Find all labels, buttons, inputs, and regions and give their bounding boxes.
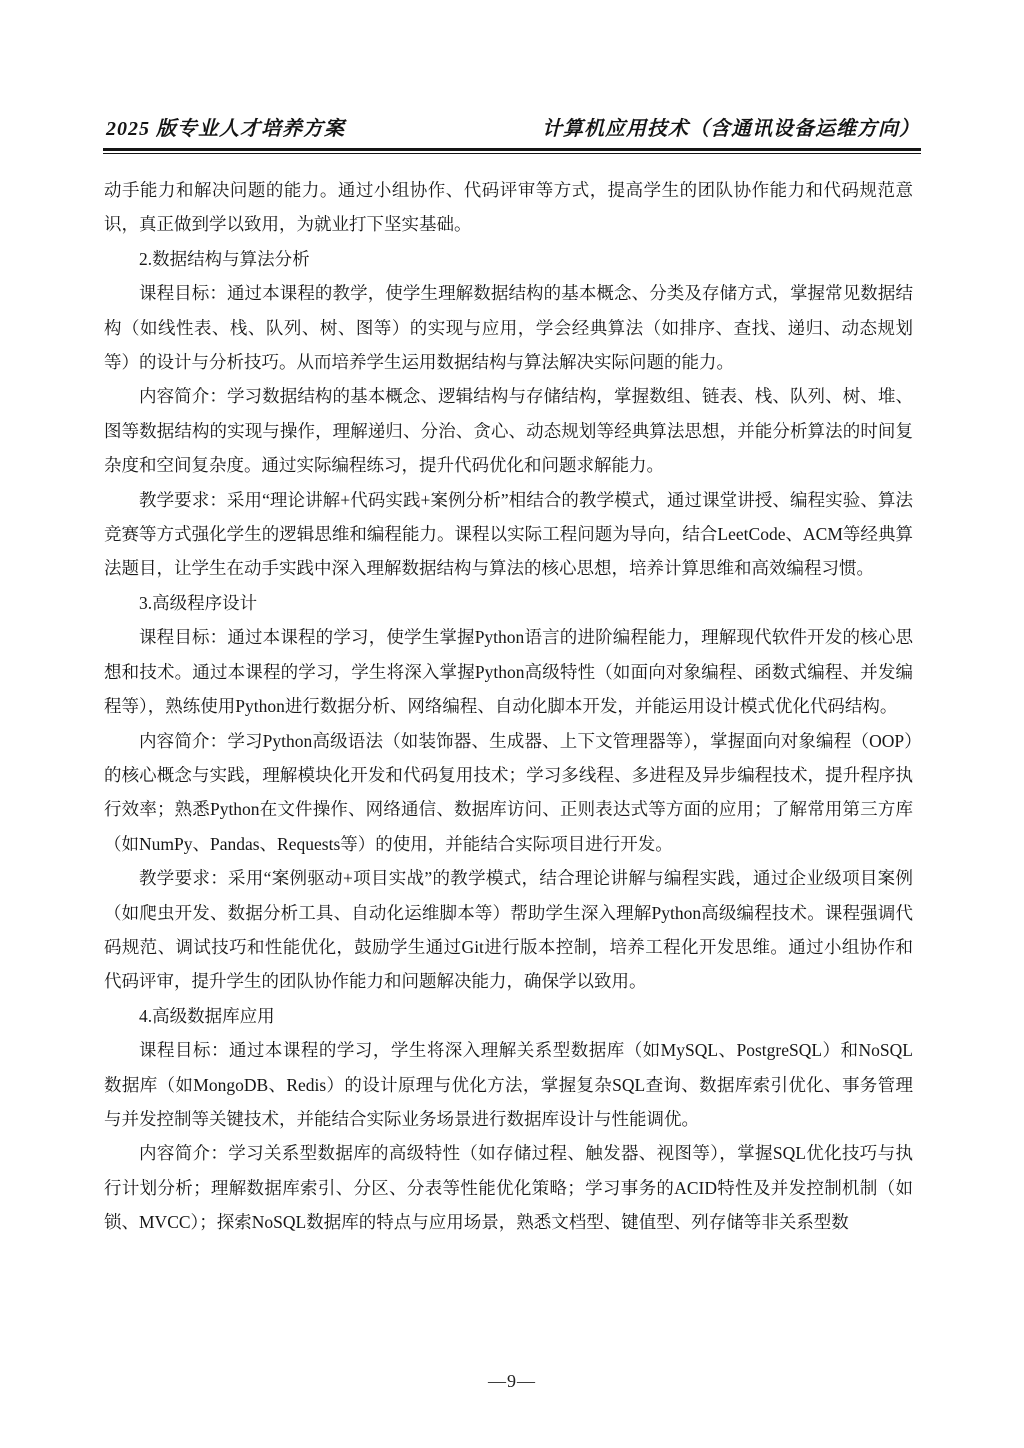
page-number: —9— <box>488 1371 536 1391</box>
course-heading-advanced-programming: 3.高级程序设计 <box>139 592 258 613</box>
paragraph-course-goal-advanced-database: 课程目标：通过本课程的学习，学生将深入理解关系型数据库（如MySQL、PostgreSQL）和NoSQL数据库（如MongoDB、Redis）的设计原理与优化方法，掌握复杂SQL查询、数据库索引优化、事务管理与并发控制等关键技术，并能结合实际业务场景进行数据库设计与性能调优。 <box>104 1040 913 1129</box>
paragraph-teaching-requirements-data-structures: 教学要求：采用“理论讲解+代码实践+案例分析”相结合的教学模式，通过课堂讲授、编程实验、算法竞赛等方式强化学生的逻辑思维和编程能力。课程以实际工程问题为导向，结合LeetCode、ACM等经典算法题目，让学生在动手实践中深入理解数据结构与算法的核心思想，培养计算思维和高效编程习惯。 <box>104 489 913 579</box>
course-heading-data-structures: 2.数据结构与算法分析 <box>139 248 310 269</box>
paragraph-teaching-requirements-advanced-programming: 教学要求：采用“案例驱动+项目实战”的教学模式，结合理论讲解与编程实践，通过企业级项目案例（如爬虫开发、数据分析工具、自动化运维脚本等）帮助学生深入理解Python高级编程技术。课程强调代码规范、调试技巧和性能优化，鼓励学生通过Git进行版本控制，培养工程化开发思维。通过小组协作和代码评审，提升学生的团队协作能力和问题解决能力，确保学以致用。 <box>104 868 913 992</box>
header-right-title: 计算机应用技术（含通讯设备运维方向） <box>542 118 920 140</box>
paragraph-course-goal-data-structures: 课程目标：通过本课程的教学，使学生理解数据结构的基本概念、分类及存储方式，掌握常见数据结构（如线性表、栈、队列、树、图等）的实现与应用，学会经典算法（如排序、查找、递归、动态规划等）的设计与分析技巧。从而培养学生运用数据结构与算法解决实际问题的能力。 <box>104 283 913 373</box>
paragraph-course-intro-advanced-programming: 内容简介：学习Python高级语法（如装饰器、生成器、上下文管理器等），掌握面向对象编程（OOP）的核心概念与实践，理解模块化开发和代码复用技术；学习多线程、多进程及异步编程技术，提升程序执行效率；熟悉Python在文件操作、网络通信、数据库访问、正则表达式等方面的应用；了解常用第三方库（如NumPy、Pandas、Requests等）的使用，并能结合实际项目进行开发。 <box>104 730 913 854</box>
page-footer <box>0 1371 1024 1392</box>
document-body <box>104 173 913 1240</box>
paragraph-continuation: 动手能力和解决问题的能力。通过小组协作、代码评审等方式，提高学生的团队协作能力和代码规范意识，真正做到学以致用，为就业打下坚实基础。 <box>104 180 913 235</box>
course-heading-advanced-database: 4.高级数据库应用 <box>139 1005 275 1026</box>
paragraph-course-intro-data-structures: 内容简介：学习数据结构的基本概念、逻辑结构与存储结构，掌握数组、链表、栈、队列、树、堆、图等数据结构的实现与操作，理解递归、分治、贪心、动态规划等经典算法思想，并能分析算法的时间复杂度和空间复杂度。通过实际编程练习，提升代码优化和问题求解能力。 <box>104 386 913 476</box>
header-rule-thick-line <box>103 148 921 151</box>
paragraph-course-goal-advanced-programming: 课程目标：通过本课程的学习，使学生掌握Python语言的进阶编程能力，理解现代软件开发的核心思想和技术。通过本课程的学习，学生将深入掌握Python高级特性（如面向对象编程、函数式编程、并发编程等），熟练使用Python进行数据分析、网络编程、自动化脚本开发，并能运用设计模式优化代码结构。 <box>104 627 913 717</box>
header-rule-thin-line <box>103 153 921 154</box>
header-double-rule <box>103 148 921 154</box>
paragraph-course-intro-advanced-database: 内容简介：学习关系型数据库的高级特性（如存储过程、触发器、视图等），掌握SQL优化技巧与执行计划分析；理解数据库索引、分区、分表等性能优化策略；学习事务的ACID特性及并发控制机制（如锁、MVCC）；探索NoSQL数据库的特点与应用场景，熟悉文档型、键值型、列存储等非关系型数 <box>104 1143 913 1233</box>
header-left-title: 2025 版专业人才培养方案 <box>106 118 345 140</box>
page-header <box>106 112 920 141</box>
